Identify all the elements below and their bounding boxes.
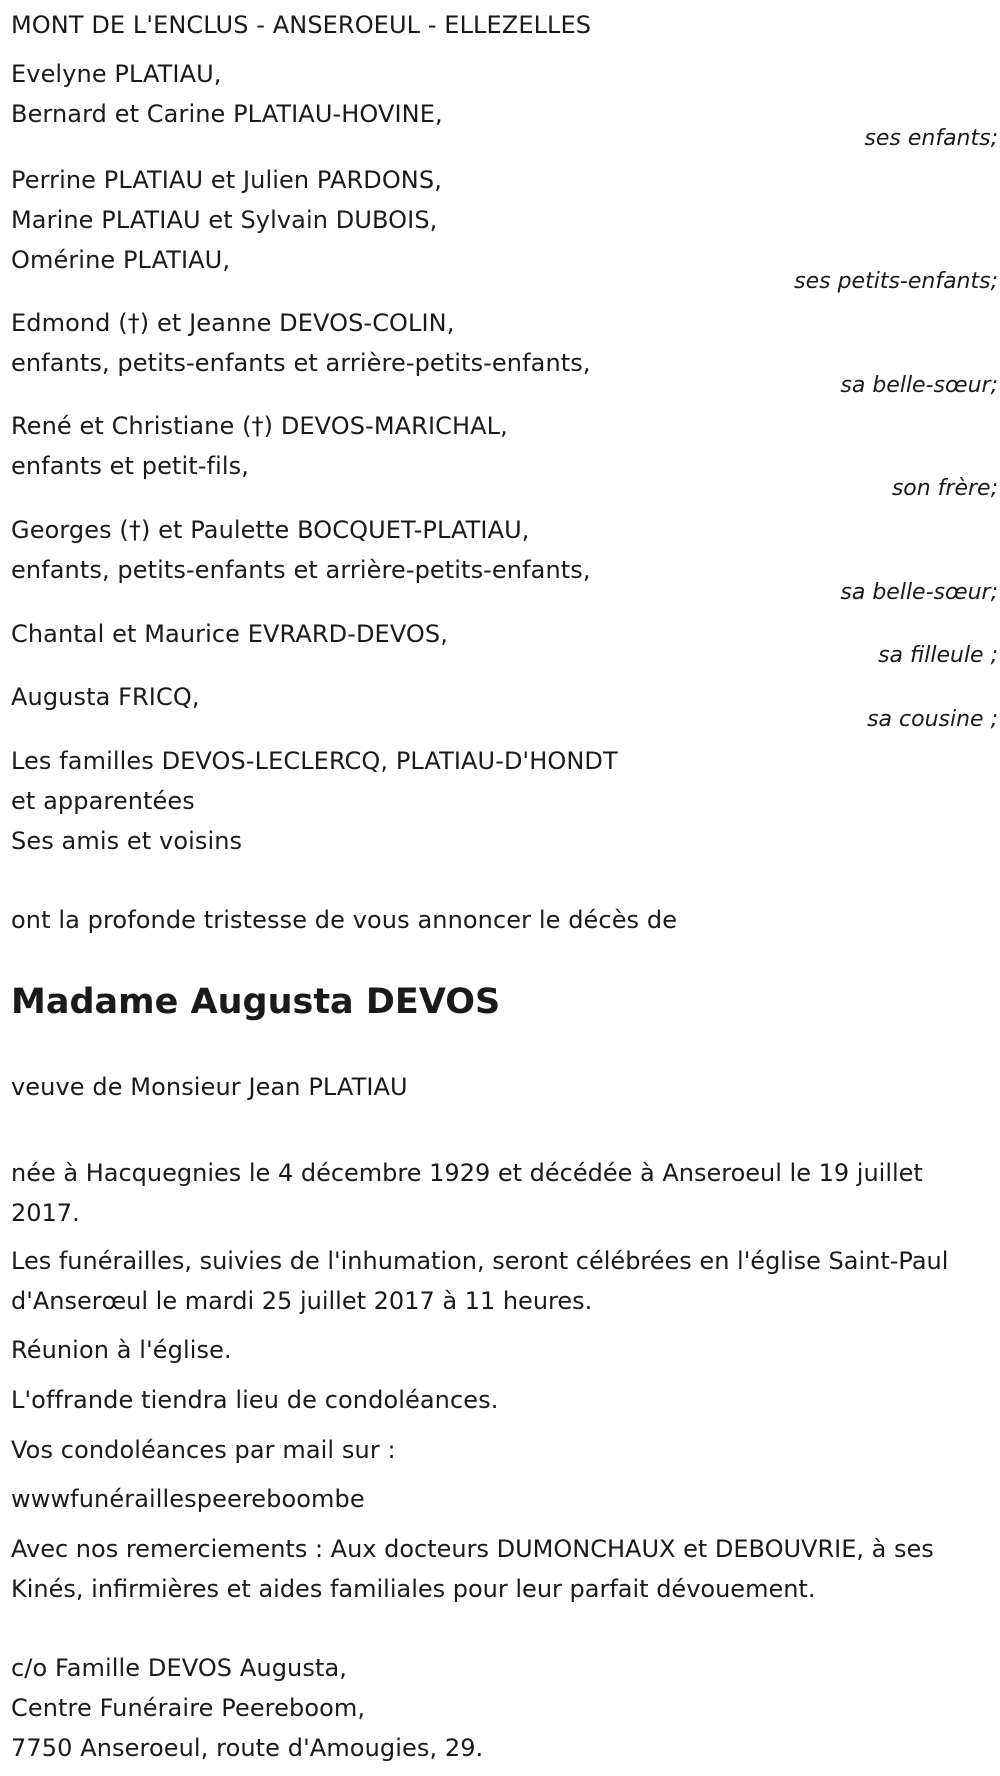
relation-label: sa belle-sœur; xyxy=(840,580,998,605)
family-line: Augusta FRICQ, xyxy=(11,683,200,711)
family-line: Les familles DEVOS-LECLERCQ, PLATIAU-D'HONDT xyxy=(11,747,618,775)
family-line: enfants, petits-enfants et arrière-petits-enfants, xyxy=(11,349,591,377)
family-line: enfants, petits-enfants et arrière-petits-enfants, xyxy=(11,556,591,584)
location-header: MONT DE L'ENCLUS - ANSEROEUL - ELLEZELLES xyxy=(11,11,592,39)
deceased-name: Madame Augusta DEVOS xyxy=(11,982,501,1022)
family-line: Perrine PLATIAU et Julien PARDONS, xyxy=(11,166,442,194)
offering-text: L'offrande tiendra lieu de condoléances. xyxy=(11,1386,499,1414)
family-line: Georges (†) et Paulette BOCQUET-PLATIAU, xyxy=(11,516,530,544)
family-line: Chantal et Maurice EVRARD-DEVOS, xyxy=(11,620,448,648)
family-line: Ses amis et voisins xyxy=(11,827,243,855)
family-line: enfants et petit-fils, xyxy=(11,452,249,480)
family-line: et apparentées xyxy=(11,787,195,815)
thanks-text: Avec nos remerciements : Aux docteurs DUMONCHAUX et DEBOUVRIE, à ses Kinés, infirmières et aides familiales pour leur parfait dévouement. xyxy=(11,1535,934,1603)
address-line: 7750 Anseroeul, route d'Amougies, 29. xyxy=(11,1734,484,1762)
spouse-text: veuve de Monsieur Jean PLATIAU xyxy=(11,1073,408,1101)
family-line: Bernard et Carine PLATIAU-HOVINE, xyxy=(11,100,443,128)
family-line: Marine PLATIAU et Sylvain DUBOIS, xyxy=(11,206,438,234)
condolences-label: Vos condoléances par mail sur : xyxy=(11,1436,396,1464)
relation-label: sa filleule ; xyxy=(878,643,998,668)
address-line: c/o Famille DEVOS Augusta, xyxy=(11,1654,347,1682)
relation-label: sa belle-sœur; xyxy=(840,373,998,398)
relation-label: sa cousine ; xyxy=(867,707,998,732)
relation-label: ses enfants; xyxy=(864,126,998,151)
meeting-text: Réunion à l'église. xyxy=(11,1336,232,1364)
birth-death-dates: née à Hacquegnies le 4 décembre 1929 et décédée à Anseroeul le 19 juillet 2017. xyxy=(11,1159,923,1227)
family-line: Omérine PLATIAU, xyxy=(11,246,231,274)
announcement-text: ont la profonde tristesse de vous annoncer le décès de xyxy=(11,906,678,934)
address-line: Centre Funéraire Peereboom, xyxy=(11,1694,366,1722)
funeral-details: Les funérailles, suivies de l'inhumation, seront célébrées en l'église Saint-Paul d'Anserœul le mardi 25 juillet 2017 à 11 heures. xyxy=(11,1247,949,1315)
relation-label: ses petits-enfants; xyxy=(794,269,998,294)
website-text: wwwfunéraillespeereboombe xyxy=(11,1485,365,1513)
family-line: René et Christiane (†) DEVOS-MARICHAL, xyxy=(11,412,508,440)
family-line: Edmond (†) et Jeanne DEVOS-COLIN, xyxy=(11,309,455,337)
relation-label: son frère; xyxy=(891,476,998,501)
family-line: Evelyne PLATIAU, xyxy=(11,60,222,88)
